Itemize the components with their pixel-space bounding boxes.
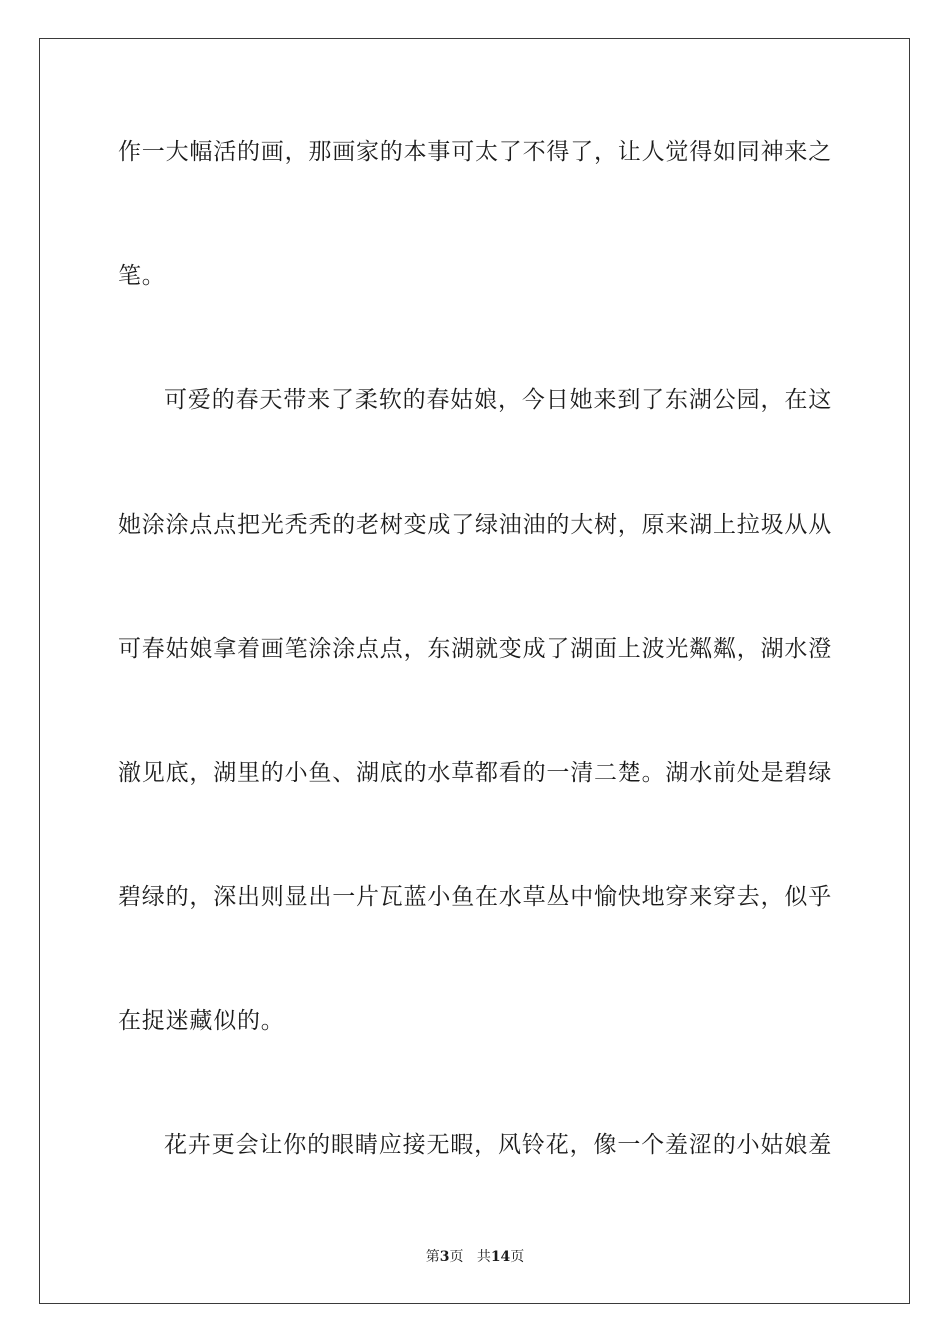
page-total: 14 (490, 1249, 511, 1265)
page-footer (0, 1246, 950, 1266)
text-line-5: 可春姑娘拿着画笔涂涂点点，东湖就变成了湖面上波光粼粼，湖水澄 (118, 636, 832, 662)
page-suffix: 页 (449, 1249, 464, 1265)
page-prefix: 第 (425, 1249, 440, 1265)
text-line-8: 在捉迷藏似的。 (118, 1008, 285, 1034)
paragraph-start-line-9: 花卉更会让你的眼睛应接无暇，风铃花，像一个羞涩的小姑娘羞 (164, 1132, 832, 1158)
total-prefix: 共 (476, 1249, 491, 1265)
text-line-4: 她涂涂点点把光秃秃的老树变成了绿油油的大树，原来湖上拉圾从从 (118, 512, 832, 538)
text-line-1: 作一大幅活的画，那画家的本事可太了不得了，让人觉得如同神来之 (118, 139, 832, 165)
text-line-6: 澈见底，湖里的小鱼、湖底的水草都看的一清二楚。湖水前处是碧绿 (118, 760, 832, 786)
text-line-7: 碧绿的，深出则显出一片瓦蓝小鱼在水草丛中愉快地穿来穿去，似乎 (118, 884, 832, 910)
text-line-2: 笔。 (118, 263, 166, 289)
page-border (39, 38, 910, 1304)
paragraph-start-line-3: 可爱的春天带来了柔软的春姑娘，今日她来到了东湖公园，在这 (164, 387, 832, 413)
page-current: 3 (439, 1249, 450, 1265)
total-suffix: 页 (510, 1249, 525, 1265)
